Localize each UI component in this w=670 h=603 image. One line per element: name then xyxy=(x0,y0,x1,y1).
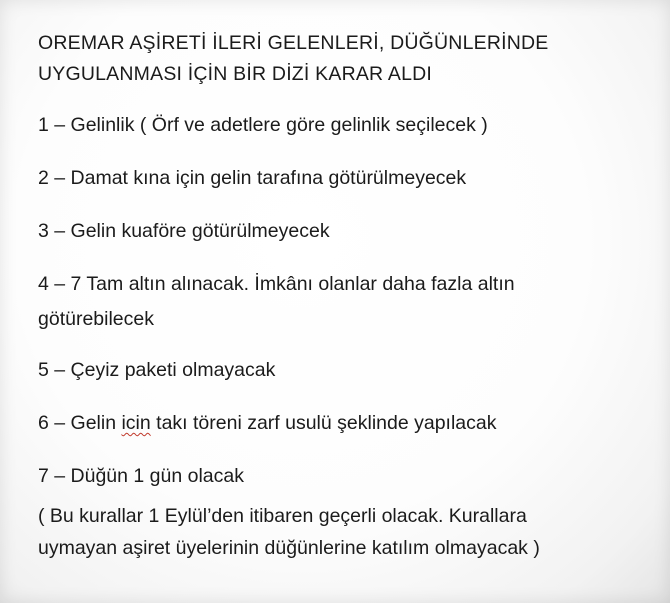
document-heading xyxy=(38,28,650,90)
heading-line-2: UYGULANMASI İÇİN BİR DİZİ KARAR ALDI xyxy=(38,63,433,85)
rule-item-6-prefix: 6 – Gelin xyxy=(38,412,122,434)
rule-item-5: 5 – Çeyiz paketi olmayacak xyxy=(38,359,276,381)
spellcheck-flagged-word: icin xyxy=(121,412,151,434)
rule-item-3: 3 – Gelin kuaföre götürülmeyecek xyxy=(38,220,330,242)
heading-line-1: OREMAR AŞİRETİ İLERİ GELENLERİ, DÜĞÜNLERİNDE xyxy=(38,32,549,54)
rule-item-1: 1 – Gelinlik ( Örf ve adetlere göre gelinlik seçilecek ) xyxy=(38,114,488,136)
rule-item-6-suffix: takı töreni zarf usulü şeklinde yapılacak xyxy=(150,412,497,434)
closing-note-line-2: uymayan aşiret üyelerinin düğünlerine katılım olmayacak ) xyxy=(38,537,540,559)
rule-item-6 xyxy=(38,406,650,441)
rule-item-4-line-1: 4 – 7 Tam altın alınacak. İmkânı olanlar daha fazla altın xyxy=(38,273,515,295)
rule-item-2: 2 – Damat kına için gelin tarafına götürülmeyecek xyxy=(38,167,467,189)
closing-note-line-1: ( Bu kurallar 1 Eylül’den itibaren geçerli olacak. Kurallara xyxy=(38,505,527,527)
rule-item-4-line-2: götürebilecek xyxy=(38,308,154,330)
rule-item-4 xyxy=(38,267,650,337)
closing-note xyxy=(38,500,650,564)
document-content xyxy=(38,28,650,564)
rule-item-7: 7 – Düğün 1 gün olacak xyxy=(38,465,244,487)
